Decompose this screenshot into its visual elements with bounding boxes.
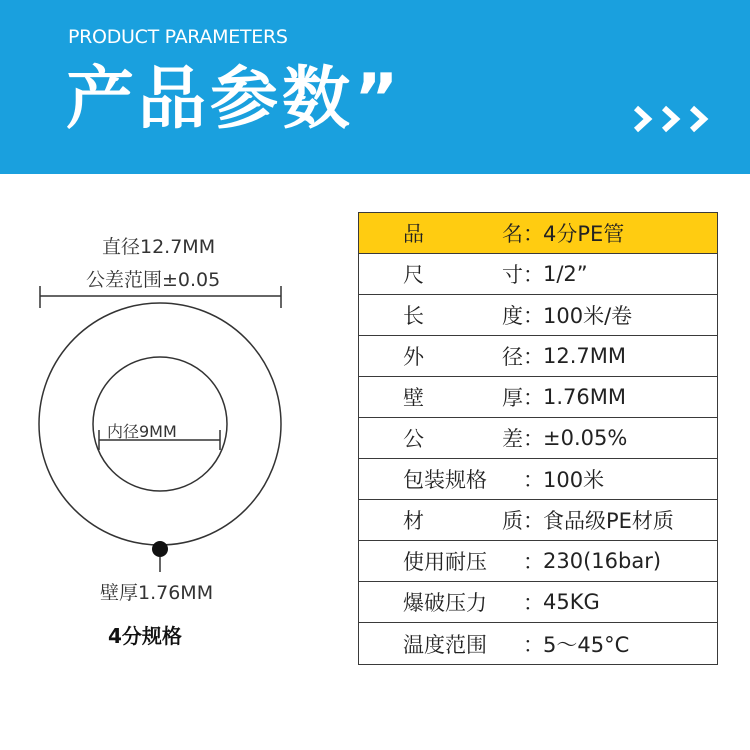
spec-key (403, 464, 523, 494)
spec-value: ±0.05% (543, 426, 628, 450)
spec-colon: ： (523, 304, 544, 328)
spec-colon: ： (523, 509, 544, 533)
spec-key-part: 长 (403, 304, 424, 328)
spec-row (359, 459, 717, 500)
spec-key (403, 423, 523, 453)
spec-value: 12.7MM (543, 344, 626, 368)
spec-key (403, 546, 523, 576)
spec-row (359, 254, 717, 295)
spec-colon: ： (523, 222, 544, 246)
spec-key-part: 差 (502, 427, 523, 451)
spec-colon: ： (523, 345, 544, 369)
spec-value: 5～45°C (543, 632, 630, 657)
spec-key-part: 温度范围 (403, 632, 487, 657)
spec-key-part: 品 (403, 222, 424, 246)
spec-colon: ： (523, 468, 544, 492)
spec-row (359, 336, 717, 377)
spec-key-part: 外 (403, 345, 424, 369)
spec-row (359, 295, 717, 336)
spec-key-part: 名 (502, 222, 523, 246)
spec-value: 230(16bar) (543, 549, 662, 573)
header-subtitle: PRODUCT PARAMETERS (68, 26, 288, 48)
spec-value: 100米/卷 (543, 304, 633, 328)
spec-colon: ： (523, 632, 544, 657)
spec-row (359, 541, 717, 582)
spec-colon: ： (523, 591, 544, 615)
spec-key (403, 218, 523, 248)
spec-row (359, 213, 717, 254)
spec-key-part: 度 (502, 304, 523, 328)
spec-colon: ： (523, 386, 544, 410)
spec-key (403, 587, 523, 617)
spec-key-part: 尺 (403, 263, 424, 287)
spec-key (403, 629, 523, 659)
inner-diameter-label: 内径9MM (107, 422, 177, 441)
spec-row (359, 500, 717, 541)
pipe-cross-section-diagram (0, 174, 340, 750)
spec-colon: ： (523, 550, 544, 574)
spec-key-part: 使用耐压 (403, 550, 487, 574)
header-banner (0, 0, 750, 174)
spec-key-part: 径 (502, 345, 523, 369)
spec-key (403, 505, 523, 535)
spec-key (403, 259, 523, 289)
spec-row (359, 377, 717, 418)
wall-thickness-label: 壁厚1.76MM (100, 582, 214, 604)
spec-size-label: 4分规格 (108, 624, 182, 648)
spec-key (403, 300, 523, 330)
spec-table (358, 212, 718, 665)
spec-key-part: 公 (403, 427, 424, 451)
pipe-rings-drawing (0, 174, 340, 750)
spec-key-part: 壁 (403, 386, 424, 410)
spec-value: 4分PE管 (543, 222, 625, 246)
spec-key (403, 341, 523, 371)
spec-key-part: 爆破压力 (403, 591, 487, 615)
spec-row (359, 623, 717, 664)
spec-key-part: 质 (502, 509, 523, 533)
spec-key-part: 包装规格 (403, 468, 487, 492)
wall-thickness-dot (152, 541, 168, 557)
spec-colon: ： (523, 427, 544, 451)
spec-key-part: 寸 (502, 263, 523, 287)
outer-diameter-label: 直径12.7MM (102, 236, 216, 258)
spec-row (359, 582, 717, 623)
spec-colon: ： (523, 263, 544, 287)
spec-key (403, 382, 523, 412)
spec-value: 1.76MM (543, 385, 626, 409)
tolerance-label: 公差范围±0.05 (86, 269, 221, 291)
spec-value: 45KG (543, 590, 600, 614)
spec-key-part: 材 (403, 509, 424, 533)
header-title: 产品参数” (66, 60, 403, 139)
spec-value: 食品级PE材质 (543, 509, 674, 533)
spec-value: 100米 (543, 468, 605, 492)
spec-value: 1/2” (543, 262, 588, 286)
triple-chevron-right-icon (632, 104, 722, 134)
spec-row (359, 418, 717, 459)
spec-key-part: 厚 (502, 386, 523, 410)
